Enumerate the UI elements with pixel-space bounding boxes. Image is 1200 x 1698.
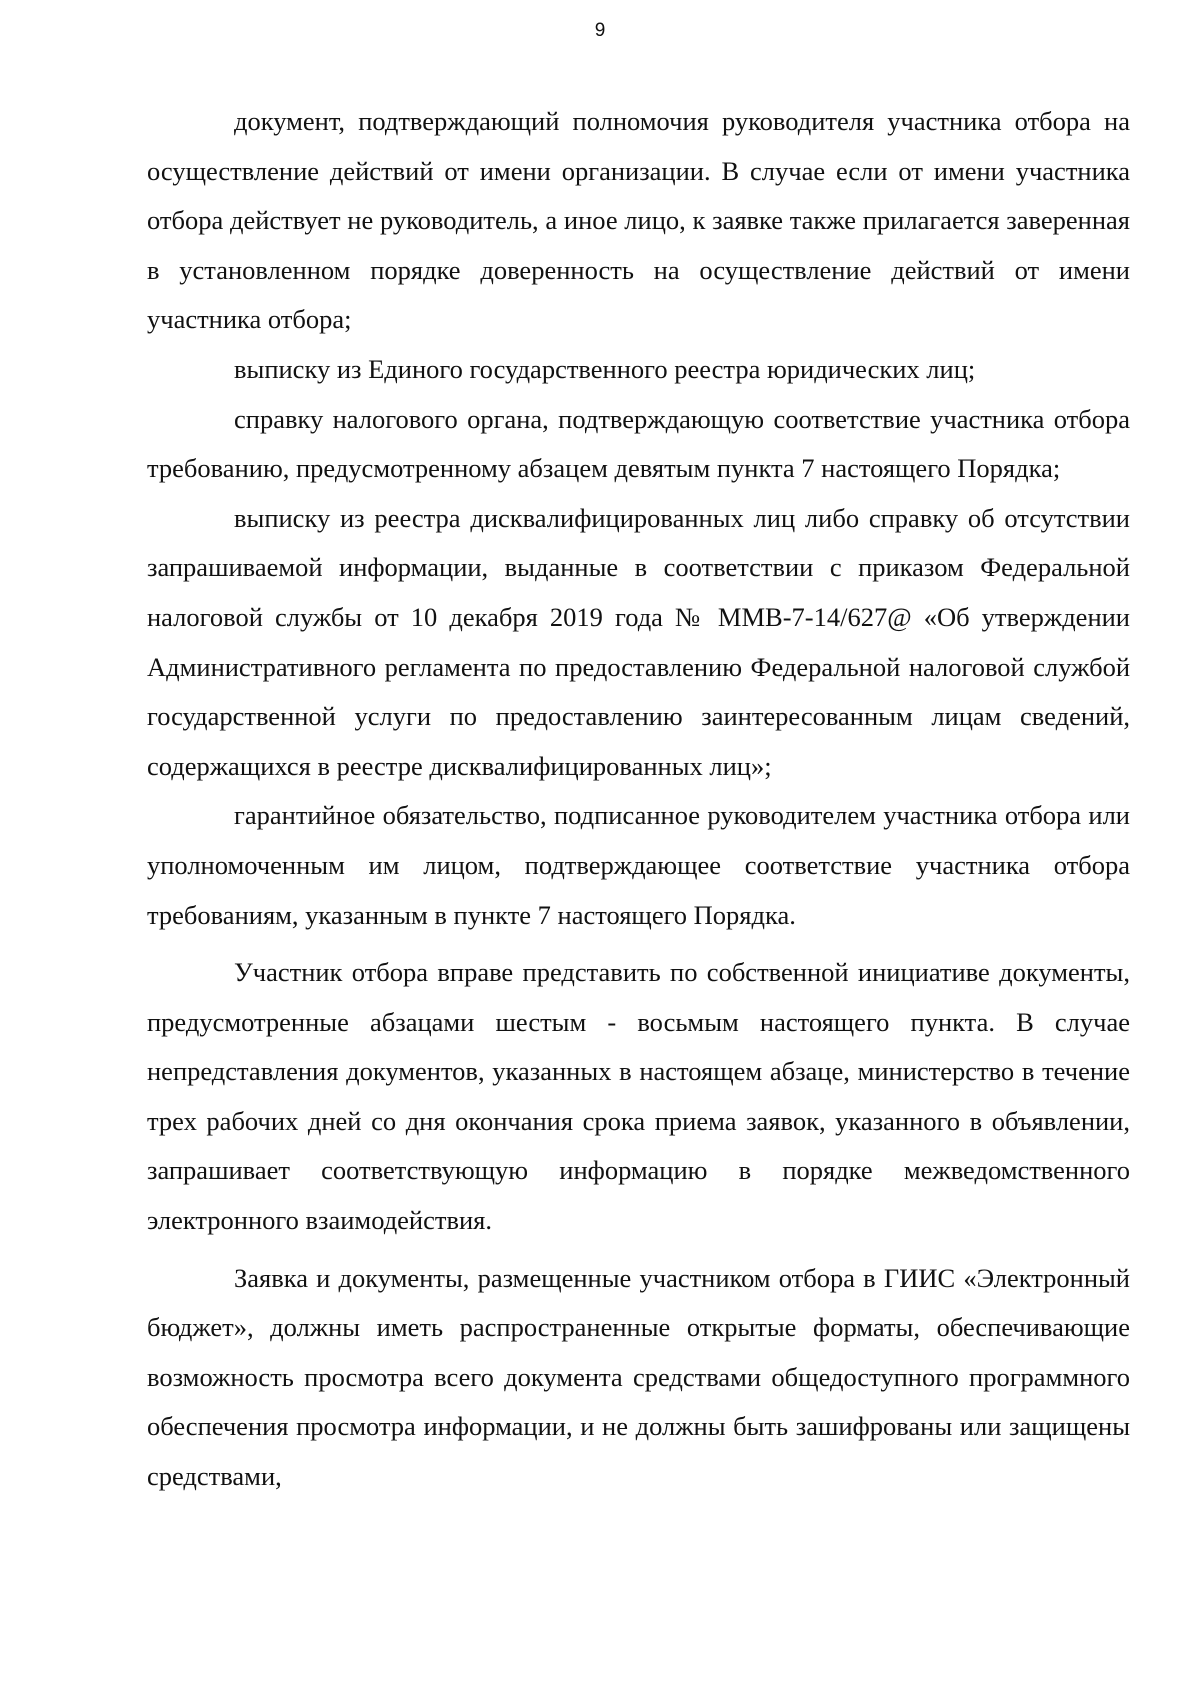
paragraph-disqualified-registry: выписку из реестра дисквалифицированных лиц либо справку об отсутствии запрашиваемой информации, выданные в соответствии с приказом Федеральной налоговой службы от 10 декабря 2019 года № ММВ-7-14/627@ «Об утверждении Административного регламента по предоставлению Федеральной налоговой службой государственной услуги по предоставлению заинтересованным лицам сведений, содержащихся в реестре дисквалифицированных лиц»; — [147, 502, 1130, 781]
document-body — [147, 97, 1130, 1502]
paragraph-egrul-extract: выписку из Единого государственного реестра юридических лиц; — [234, 353, 976, 384]
paragraph-guarantee-obligation: гарантийное обязательство, подписанное руководителем участника отбора или уполномоченным им лицом, подтверждающее соответствие участника отбора требованиям, указанным в пункте 7 настоящего Порядка. — [147, 800, 1130, 930]
paragraph-tax-certificate: справку налогового органа, подтверждающую соответствие участника отбора требованию, предусмотренному абзацем девятым пункта 7 настоящего Порядка; — [147, 403, 1130, 484]
paragraph-own-initiative: Участник отбора вправе представить по собственной инициативе документы, предусмотренные абзацами шестым - восьмым настоящего пункта. В случае непредставления документов, указанных в настоящем абзаце, министерство в течение трех рабочих дней со дня окончания срока приема заявок, указанного в объявлении, запрашивает соответствующую информацию в порядке межведомственного электронного взаимодействия. — [147, 957, 1130, 1236]
page-number: 9 — [594, 20, 606, 41]
paragraph-electronic-budget: Заявка и документы, размещенные участником отбора в ГИИС «Электронный бюджет», должны иметь распространенные открытые форматы, обеспечивающие возможность просмотра всего документа средствами общедоступного программного обеспечения просмотра информации, и не должны быть зашифрованы или защищены средствами, — [147, 1262, 1130, 1492]
paragraph-authority-document: документ, подтверждающий полномочия руководителя участника отбора на осуществление действий от имени организации. В случае если от имени участника отбора действует не руководитель, а иное лицо, к заявке также прилагается заверенная в установленном порядке доверенность на осуществление действий от имени участника отбора; — [147, 106, 1130, 335]
